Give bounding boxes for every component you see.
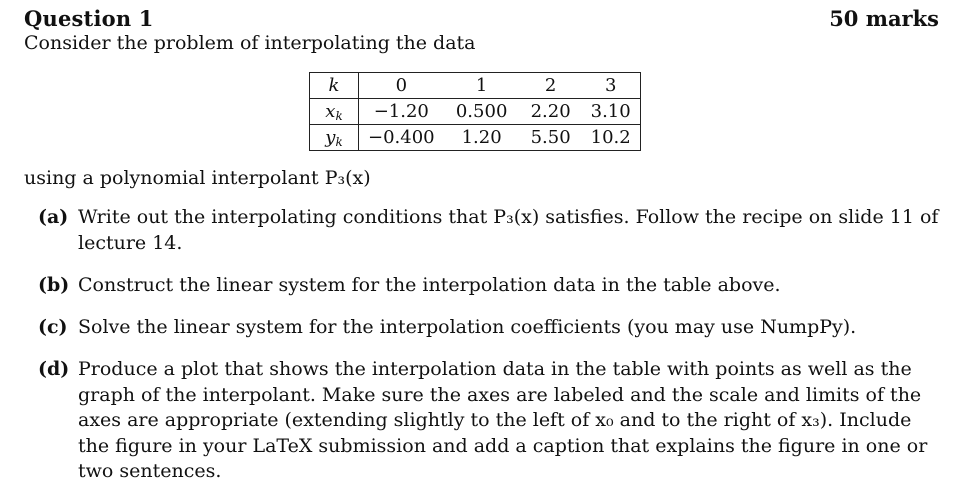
table-cell: −1.20: [359, 99, 444, 125]
table-row: [310, 125, 641, 151]
table-cell: −0.400: [359, 125, 444, 151]
marks-label: 50 marks: [829, 6, 939, 31]
table-row: [310, 99, 641, 125]
table-cell: 0.500: [444, 99, 520, 125]
row-label-k: k: [310, 73, 359, 99]
table-cell: 3.10: [582, 99, 641, 125]
using-text: using a polynomial interpolant P₃(x): [24, 167, 371, 189]
row-label-x: $x_k$: [310, 99, 359, 125]
table-cell: 1: [444, 73, 520, 99]
part-label: (b): [38, 274, 70, 296]
intro-text: Consider the problem of interpolating the data: [24, 32, 476, 54]
table-cell: 3: [582, 73, 641, 99]
part-text: Construct the linear system for the interpolation data in the table above.: [78, 274, 781, 296]
table-cell: 0: [359, 73, 444, 99]
table-cell: 2.20: [520, 99, 582, 125]
data-table: [309, 72, 641, 151]
table-cell: 10.2: [582, 125, 641, 151]
row-label-y: $y_k$: [310, 125, 359, 151]
part-label: (d): [38, 358, 70, 380]
part-text: Solve the linear system for the interpolation coefficients (you may use NumpPy).: [78, 316, 857, 338]
question-title: Question 1: [24, 6, 154, 31]
table-cell: 2: [520, 73, 582, 99]
table-row: [310, 73, 641, 99]
table-cell: 5.50: [520, 125, 582, 151]
part-label: (c): [38, 316, 68, 338]
part-text: Produce a plot that shows the interpolation data in the table with points as well as the graph of the interpolant. Make sure the axes are labeled and the scale and limits of the axes are appropriate (extending slightly to the left of x₀ and to the right of x₃). Include the figure in your LaTeX submission and add a caption that explains the figure in one or two sentences.: [78, 358, 928, 483]
part-label: (a): [38, 206, 69, 228]
table-cell: 1.20: [444, 125, 520, 151]
part-text: Write out the interpolating conditions that P₃(x) satisfies. Follow the recipe on slide 11 of lecture 14.: [78, 206, 939, 254]
